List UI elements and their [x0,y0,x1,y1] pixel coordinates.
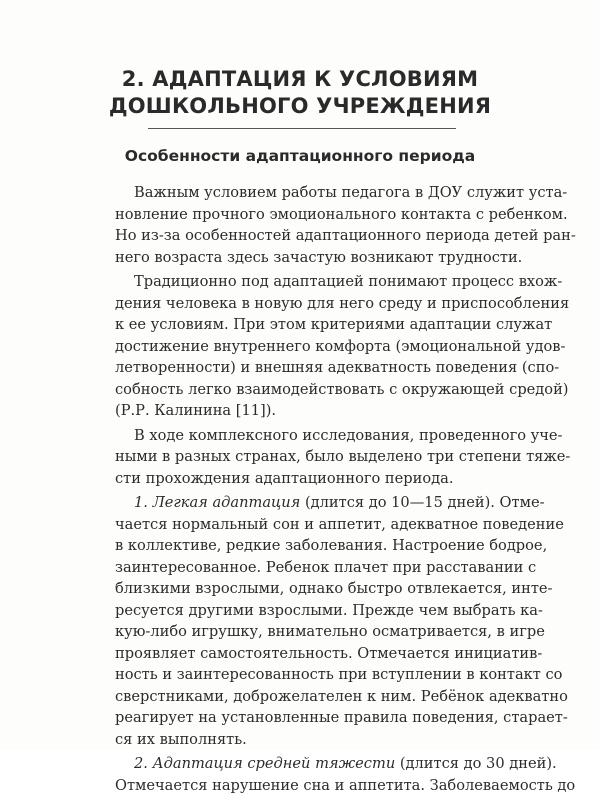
title-underline-rule [148,128,456,129]
text-line: ресуется другими взрослыми. Прежде чем выбрать ка- [115,600,521,622]
text-line [115,492,521,514]
text-line: ся их выполнять. [115,729,521,751]
text-line: кую-либо игрушку, внимательно осматривается, в игре [115,621,521,643]
text-line: заинтересованное. Ребенок плачет при расставании с [115,557,521,579]
text-line: Традиционно под адаптацией понимают процесс вхож- [115,271,521,293]
text-line: сверстниками, доброжелателен к ним. Ребёнок адекватно [115,686,521,708]
text-run: (длится до 10—15 дней). Отме- [300,494,544,511]
text-line: близкими взрослыми, однако быстро отвлекается, инте- [115,578,521,600]
text-line: ными в разных странах, было выделено три степени тяже- [115,446,521,468]
text-line: В ходе комплексного исследования, проведенного уче- [115,425,521,447]
chapter-title-line-1: 2. АДАПТАЦИЯ К УСЛОВИЯМ [0,66,600,93]
chapter-title-line-2: ДОШКОЛЬНОГО УЧРЕЖДЕНИЯ [0,93,600,120]
text-run: (длится до 30 дней). [395,755,556,772]
italic-term: 1. Легкая адаптация [134,494,300,511]
chapter-title [0,66,600,120]
text-line: Важным условием работы педагога в ДОУ служит уста- [115,182,521,204]
text-line: к ее условиям. При этом критериями адаптации служат [115,314,521,336]
text-line: дения человека в новую для него среду и приспособления [115,293,521,315]
text-line: проявляет самостоятельность. Отмечается инициатив- [115,643,521,665]
text-line [115,753,521,775]
text-line: новление прочного эмоционального контакта с ребенком. [115,204,521,226]
text-line: него возраста здесь зачастую возникают трудности. [115,247,521,269]
italic-term: 2. Адаптация средней тяжести [134,755,395,772]
text-line: сти прохождения адаптационного периода. [115,468,521,490]
section-heading: Особенности адаптационного периода [0,146,600,166]
paragraph-1 [115,182,521,268]
paragraph-moderate-adaptation [115,753,521,796]
text-line: (Р.Р. Калинина [11]). [115,400,521,422]
text-line: Отмечается нарушение сна и аппетита. Заболеваемость до [115,775,521,796]
paragraph-2 [115,271,521,422]
text-line: достижение внутреннего комфорта (эмоциональной удов- [115,336,521,358]
text-line: летворенности) и внешняя адекватность поведения (спо- [115,357,521,379]
text-line: Но из-за особенностей адаптационного периода детей ран- [115,225,521,247]
text-line: реагирует на установленные правила поведения, старает- [115,707,521,729]
body-text [115,182,521,796]
paragraph-light-adaptation [115,492,521,750]
text-line: ность и заинтересованность при вступлении в контакт со [115,664,521,686]
text-line: в коллективе, редкие заболевания. Настроение бодрое, [115,535,521,557]
paragraph-3 [115,425,521,490]
text-line: собность легко взаимодействовать с окружающей средой) [115,379,521,401]
text-line: чается нормальный сон и аппетит, адекватное поведение [115,514,521,536]
